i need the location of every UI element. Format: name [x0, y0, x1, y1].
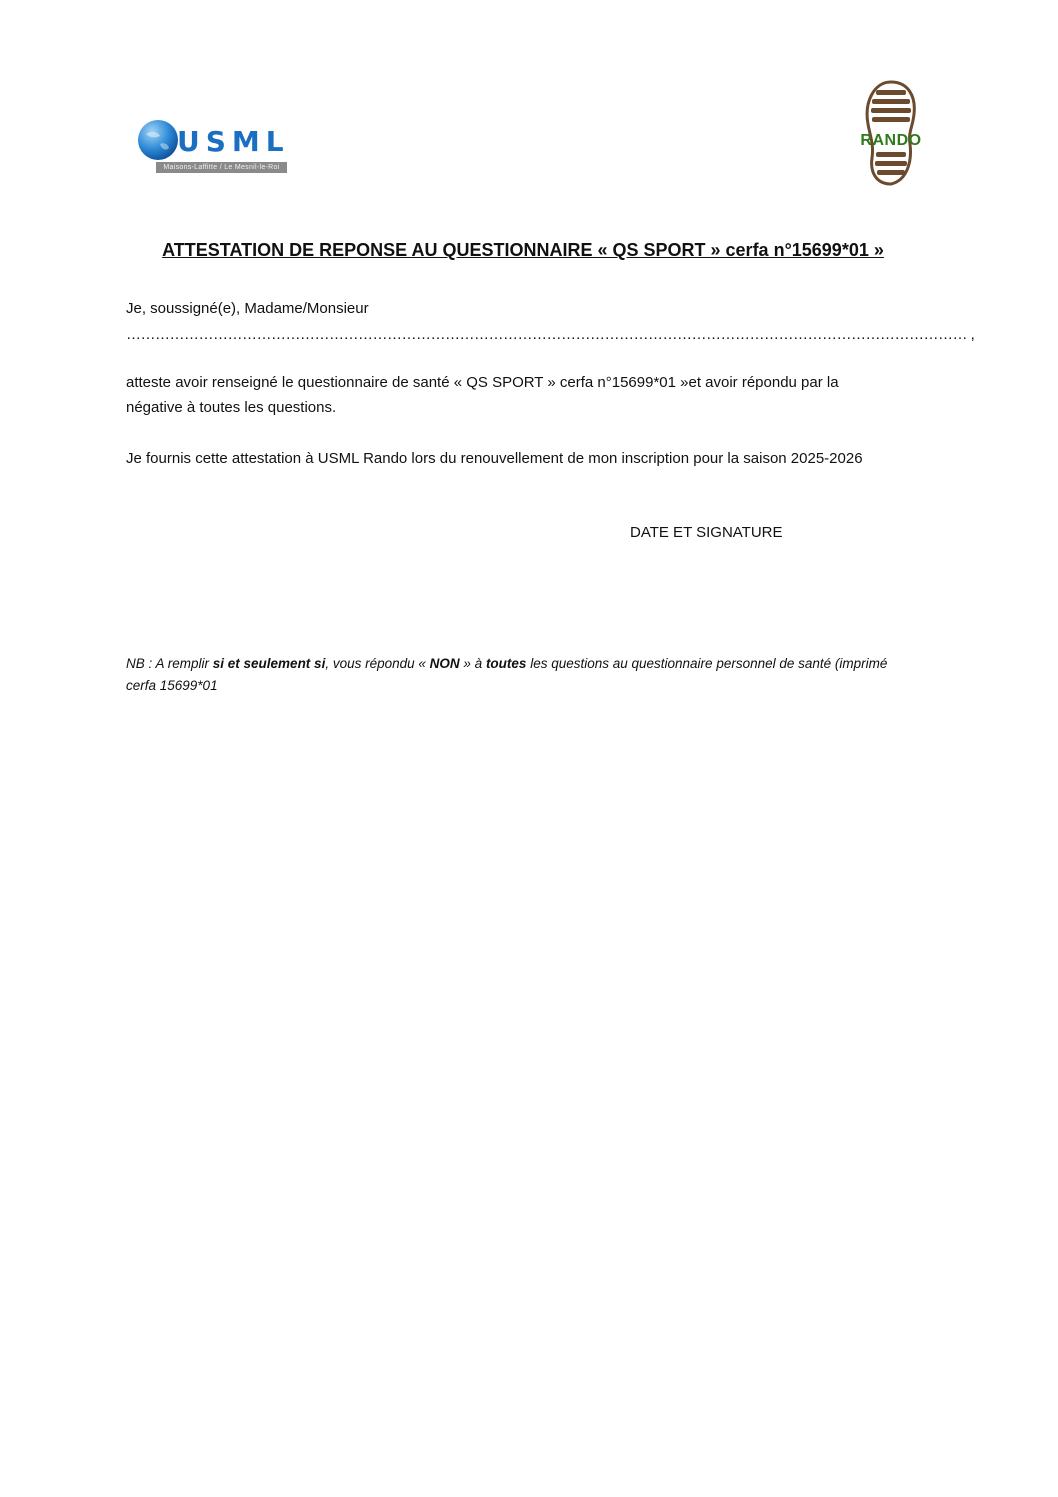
- globe-icon: [136, 118, 180, 162]
- document-title: ATTESTATION DE REPONSE AU QUESTIONNAIRE « QS SPORT » cerfa n°15699*01 »: [162, 240, 884, 260]
- note-text: » à: [459, 656, 486, 671]
- attest-line-1: atteste avoir renseigné le questionnaire de santé « QS SPORT » cerfa n°15699*01 »et avoir répondu par la: [126, 374, 839, 391]
- signature-label: DATE ET SIGNATURE: [630, 524, 783, 541]
- note-text: les questions au questionnaire personnel de santé (imprimé cerfa 15699*01: [126, 656, 888, 693]
- provide-line: Je fournis cette attestation à USML Rando lors du renouvellement de mon inscription pour la saison 2025-2026: [126, 450, 863, 467]
- intro-line: Je, soussigné(e), Madame/Monsieur: [126, 300, 369, 317]
- rando-wordmark: RANDO: [860, 132, 922, 149]
- usml-subtitle: Maisons-Laffitte / Le Mesnil-le-Roi: [156, 162, 287, 173]
- footnote: [126, 653, 906, 697]
- note-text: , vous répondu «: [325, 656, 430, 671]
- rando-logo: [858, 80, 924, 186]
- usml-logo: [136, 118, 288, 174]
- note-bold: toutes: [485, 656, 527, 671]
- name-fill-line: ………………………………………………………………………………………………………………………………………………………… ,: [126, 326, 975, 343]
- attest-line-2: négative à toutes les questions.: [126, 399, 337, 416]
- usml-wordmark: USML: [177, 125, 290, 158]
- note-bold: NON: [429, 656, 460, 671]
- note-text: NB : A remplir: [126, 656, 213, 671]
- note-bold: si et seulement si: [212, 656, 326, 671]
